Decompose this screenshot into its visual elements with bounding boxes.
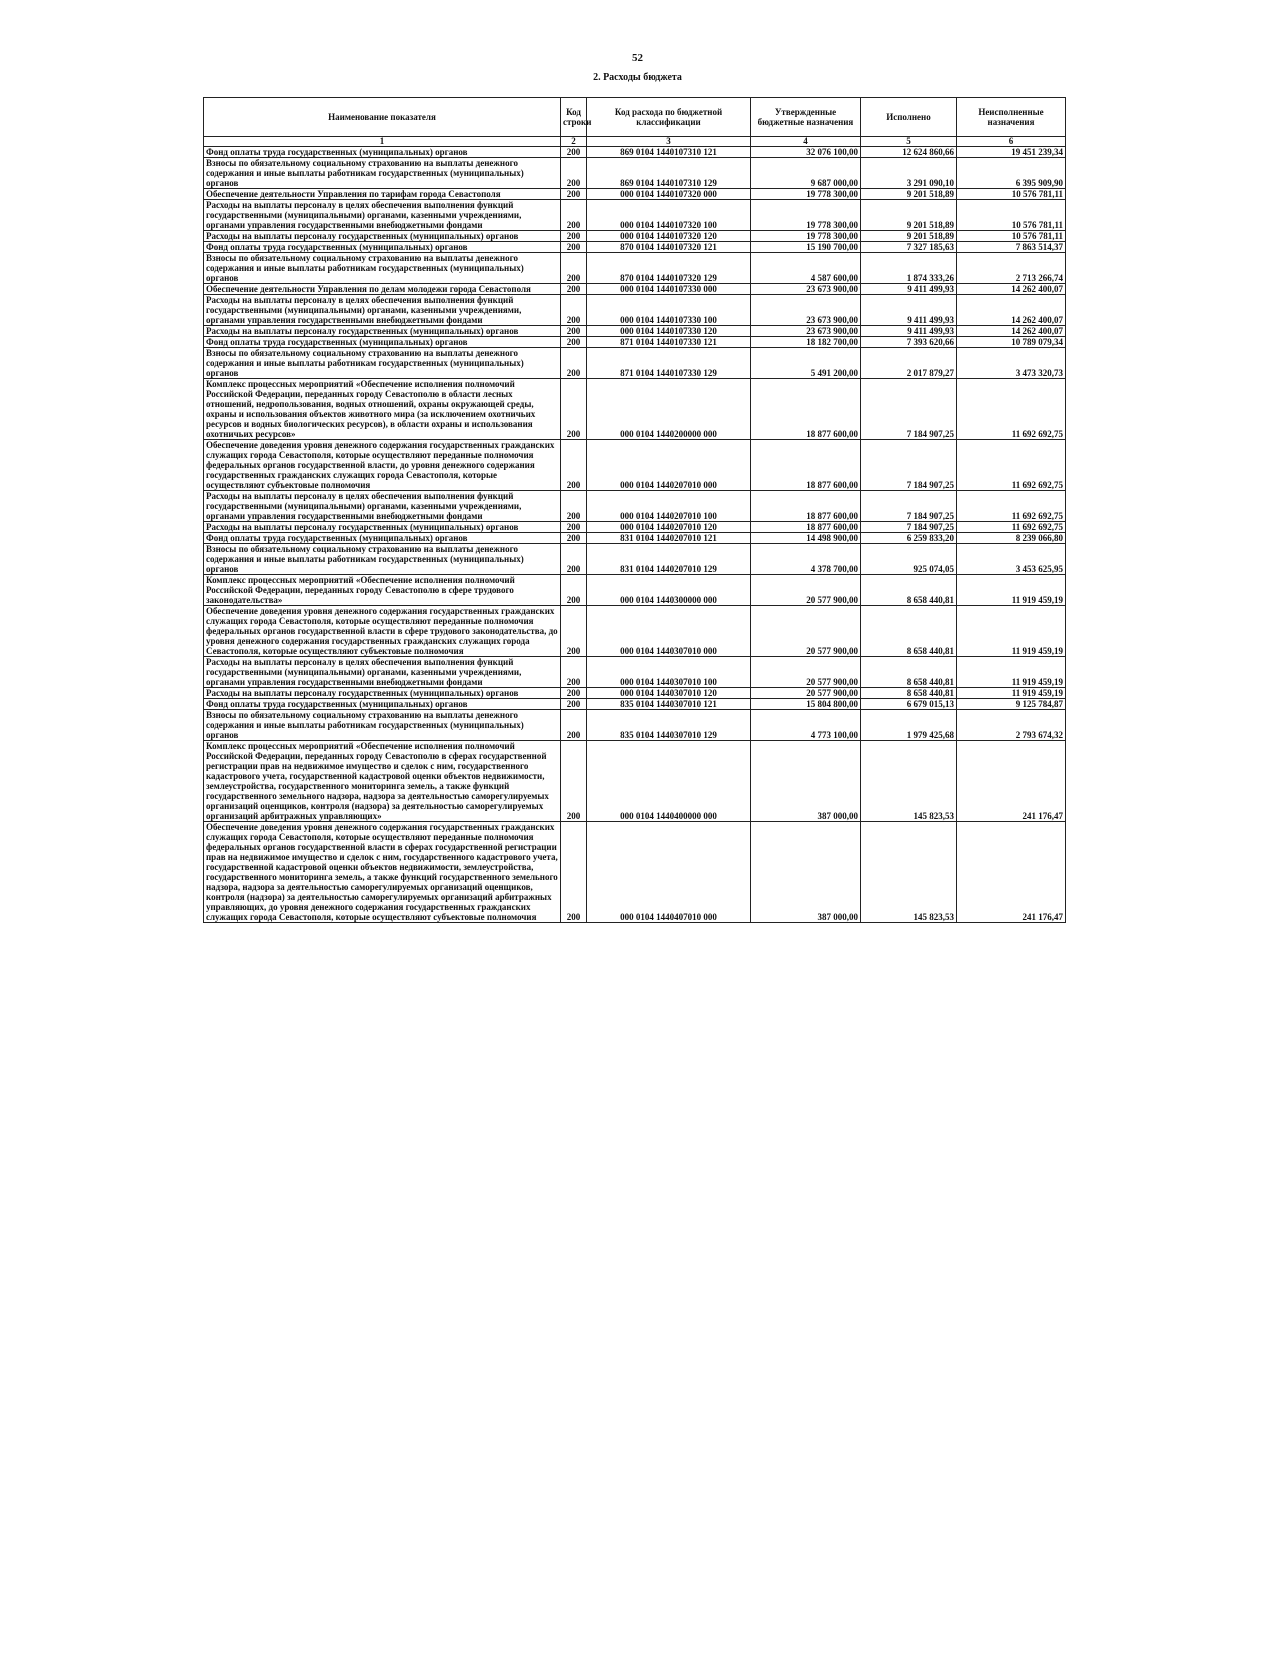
row-line-code: 200: [561, 544, 587, 575]
row-name: Расходы на выплаты персоналу в целях обеспечения выполнения функций государственными (муниципальными) органами, казенными учреждениями, органами управления государственными внебюджетными фондами: [204, 295, 561, 326]
row-executed: 6 679 015,13: [861, 699, 957, 710]
column-number: 2: [561, 137, 587, 147]
row-executed: 9 201 518,89: [861, 200, 957, 231]
row-line-code: 200: [561, 337, 587, 348]
row-expense-code: 000 0104 1440207010 120: [587, 522, 751, 533]
row-name: Расходы на выплаты персоналу государственных (муниципальных) органов: [204, 522, 561, 533]
row-expense-code: 871 0104 1440107330 121: [587, 337, 751, 348]
row-approved: 15 804 800,00: [751, 699, 861, 710]
row-approved: 18 877 600,00: [751, 440, 861, 491]
row-unexecuted: 11 919 459,19: [957, 575, 1066, 606]
row-expense-code: 000 0104 1440207010 100: [587, 491, 751, 522]
row-expense-code: 831 0104 1440207010 129: [587, 544, 751, 575]
column-number: 6: [957, 137, 1066, 147]
table-row: [204, 326, 1066, 337]
row-line-code: 200: [561, 575, 587, 606]
row-line-code: 200: [561, 295, 587, 326]
table-row: [204, 544, 1066, 575]
row-line-code: 200: [561, 348, 587, 379]
row-line-code: 200: [561, 699, 587, 710]
row-executed: 145 823,53: [861, 822, 957, 923]
row-expense-code: 000 0104 1440200000 000: [587, 379, 751, 440]
row-unexecuted: 6 395 909,90: [957, 158, 1066, 189]
row-approved: 4 378 700,00: [751, 544, 861, 575]
row-executed: 7 184 907,25: [861, 440, 957, 491]
row-expense-code: 871 0104 1440107330 129: [587, 348, 751, 379]
row-executed: 925 074,05: [861, 544, 957, 575]
row-executed: 7 393 620,66: [861, 337, 957, 348]
row-approved: 15 190 700,00: [751, 242, 861, 253]
table-row: [204, 822, 1066, 923]
row-expense-code: 831 0104 1440207010 121: [587, 533, 751, 544]
row-unexecuted: 10 576 781,11: [957, 200, 1066, 231]
row-name: Взносы по обязательному социальному страхованию на выплаты денежного содержания и иные выплаты работникам государственных (муниципальных) органов: [204, 544, 561, 575]
row-name: Комплекс процессных мероприятий «Обеспечение исполнения полномочий Российской Федерации, переданных городу Севастополю в сфере трудового законодательства»: [204, 575, 561, 606]
row-name: Обеспечение доведения уровня денежного содержания государственных гражданских служащих города Севастополя, которые осуществляют переданные полномочия федеральных органов государственной власти в сфере трудового законодательства, до уровня денежного содержания государственных гражданских служащих города Севастополя, которые осуществляют субъектовые полномочия: [204, 606, 561, 657]
header-expense-code: Код расхода по бюджетной классификации: [587, 98, 751, 137]
row-name: Комплекс процессных мероприятий «Обеспечение исполнения полномочий Российской Федерации, переданных городу Севастополю в сферах государственной регистрации прав на недвижимое имущество и сделок с ним, государственного кадастрового учета, государственной кадастровой оценки объектов недвижимости, землеустройства, государственного мониторинга земель, а также функций государственного земельного надзора, надзора за деятельностью саморегулируемых организаций оценщиков, контроля (надзора) за деятельностью саморегулируемых организаций арбитражных управляющих»: [204, 741, 561, 822]
table-row: [204, 575, 1066, 606]
row-executed: 12 624 860,66: [861, 147, 957, 158]
section-title: 2. Расходы бюджета: [593, 72, 682, 83]
table-row: [204, 688, 1066, 699]
table-row: [204, 147, 1066, 158]
row-executed: 1 874 333,26: [861, 253, 957, 284]
row-expense-code: 000 0104 1440307010 120: [587, 688, 751, 699]
row-approved: 18 877 600,00: [751, 522, 861, 533]
row-line-code: 200: [561, 710, 587, 741]
row-name: Расходы на выплаты персоналу государственных (муниципальных) органов: [204, 231, 561, 242]
expenses-table: [203, 97, 1066, 923]
table-row: [204, 337, 1066, 348]
row-name: Расходы на выплаты персоналу государственных (муниципальных) органов: [204, 326, 561, 337]
table-body: [204, 147, 1066, 923]
row-expense-code: 835 0104 1440307010 129: [587, 710, 751, 741]
row-name: Фонд оплаты труда государственных (муниципальных) органов: [204, 699, 561, 710]
row-unexecuted: 8 239 066,80: [957, 533, 1066, 544]
table-row: [204, 158, 1066, 189]
row-approved: 387 000,00: [751, 741, 861, 822]
header-executed: Исполнено: [861, 98, 957, 137]
row-unexecuted: 14 262 400,07: [957, 295, 1066, 326]
header-approved: Утвержденные бюджетные назначения: [751, 98, 861, 137]
row-line-code: 200: [561, 158, 587, 189]
row-approved: 5 491 200,00: [751, 348, 861, 379]
row-line-code: 200: [561, 379, 587, 440]
column-number: 4: [751, 137, 861, 147]
row-approved: 4 587 600,00: [751, 253, 861, 284]
row-executed: 145 823,53: [861, 741, 957, 822]
row-executed: 7 184 907,25: [861, 522, 957, 533]
row-executed: 3 291 090,10: [861, 158, 957, 189]
table-header-row: [204, 98, 1066, 137]
row-unexecuted: 11 692 692,75: [957, 440, 1066, 491]
row-approved: 32 076 100,00: [751, 147, 861, 158]
row-executed: 7 184 907,25: [861, 379, 957, 440]
row-executed: 9 411 499,93: [861, 284, 957, 295]
table-row: [204, 741, 1066, 822]
row-expense-code: 000 0104 1440407010 000: [587, 822, 751, 923]
row-approved: 18 877 600,00: [751, 379, 861, 440]
row-executed: 2 017 879,27: [861, 348, 957, 379]
row-expense-code: 835 0104 1440307010 121: [587, 699, 751, 710]
header-unexecuted: Неисполненные назначения: [957, 98, 1066, 137]
row-executed: 8 658 440,81: [861, 606, 957, 657]
row-approved: 23 673 900,00: [751, 326, 861, 337]
row-expense-code: 000 0104 1440107330 120: [587, 326, 751, 337]
table-row: [204, 200, 1066, 231]
row-expense-code: 000 0104 1440107330 000: [587, 284, 751, 295]
row-line-code: 200: [561, 822, 587, 923]
row-unexecuted: 19 451 239,34: [957, 147, 1066, 158]
row-unexecuted: 241 176,47: [957, 741, 1066, 822]
row-expense-code: 869 0104 1440107310 121: [587, 147, 751, 158]
row-approved: 19 778 300,00: [751, 189, 861, 200]
row-line-code: 200: [561, 741, 587, 822]
table-row: [204, 440, 1066, 491]
table-row: [204, 657, 1066, 688]
row-approved: 23 673 900,00: [751, 295, 861, 326]
row-executed: 7 327 185,63: [861, 242, 957, 253]
row-unexecuted: 241 176,47: [957, 822, 1066, 923]
row-name: Обеспечение деятельности Управления по делам молодежи города Севастополя: [204, 284, 561, 295]
column-number: 1: [204, 137, 561, 147]
row-expense-code: 000 0104 1440300000 000: [587, 575, 751, 606]
table-row: [204, 284, 1066, 295]
row-approved: 387 000,00: [751, 822, 861, 923]
row-name: Расходы на выплаты персоналу в целях обеспечения выполнения функций государственными (муниципальными) органами, казенными учреждениями, органами управления государственными внебюджетными фондами: [204, 491, 561, 522]
row-line-code: 200: [561, 533, 587, 544]
row-approved: 20 577 900,00: [751, 606, 861, 657]
table-row: [204, 295, 1066, 326]
table-row: [204, 253, 1066, 284]
table-row: [204, 242, 1066, 253]
row-line-code: 200: [561, 231, 587, 242]
table-row: [204, 491, 1066, 522]
row-line-code: 200: [561, 147, 587, 158]
row-executed: 8 658 440,81: [861, 575, 957, 606]
row-name: Расходы на выплаты персоналу в целях обеспечения выполнения функций государственными (муниципальными) органами, казенными учреждениями, органами управления государственными внебюджетными фондами: [204, 200, 561, 231]
row-line-code: 200: [561, 440, 587, 491]
table-row: [204, 533, 1066, 544]
column-number: 3: [587, 137, 751, 147]
row-executed: 9 201 518,89: [861, 231, 957, 242]
header-indicator-name: Наименование показателя: [204, 98, 561, 137]
row-expense-code: 000 0104 1440400000 000: [587, 741, 751, 822]
row-unexecuted: 11 692 692,75: [957, 379, 1066, 440]
row-expense-code: 870 0104 1440107320 129: [587, 253, 751, 284]
row-expense-code: 000 0104 1440107320 000: [587, 189, 751, 200]
row-expense-code: 870 0104 1440107320 121: [587, 242, 751, 253]
row-approved: 14 498 900,00: [751, 533, 861, 544]
row-approved: 18 877 600,00: [751, 491, 861, 522]
row-name: Обеспечение доведения уровня денежного содержания государственных гражданских служащих города Севастополя, которые осуществляют переданные полномочия федеральных органов государственной власти в сферах государственной регистрации прав на недвижимое имущество и сделок с ним, государственного кадастрового учета, государственной кадастровой оценки объектов недвижимости, землеустройства, государственного мониторинга земель, а также функций государственного земельного надзора, надзора за деятельностью саморегулируемых организаций оценщиков, контроля (надзора) за деятельностью саморегулируемых организаций арбитражных управляющих, до уровня денежного содержания государственных гражданских служащих города Севастополя, которые осуществляют субъектовые полномочия: [204, 822, 561, 923]
row-approved: 4 773 100,00: [751, 710, 861, 741]
row-line-code: 200: [561, 284, 587, 295]
row-name: Взносы по обязательному социальному страхованию на выплаты денежного содержания и иные выплаты работникам государственных (муниципальных) органов: [204, 710, 561, 741]
row-approved: 9 687 000,00: [751, 158, 861, 189]
row-name: Фонд оплаты труда государственных (муниципальных) органов: [204, 533, 561, 544]
row-name: Обеспечение доведения уровня денежного содержания государственных гражданских служащих города Севастополя, которые осуществляют переданные полномочия федеральных органов государственной власти, до уровня денежного содержания государственных гражданских служащих города Севастополя, которые осуществляют субъектовые полномочия: [204, 440, 561, 491]
row-executed: 9 411 499,93: [861, 326, 957, 337]
row-name: Фонд оплаты труда государственных (муниципальных) органов: [204, 337, 561, 348]
row-unexecuted: 3 453 625,95: [957, 544, 1066, 575]
row-line-code: 200: [561, 688, 587, 699]
row-executed: 1 979 425,68: [861, 710, 957, 741]
header-line-code: Код строки: [561, 98, 587, 137]
row-line-code: 200: [561, 522, 587, 533]
row-expense-code: 000 0104 1440207010 000: [587, 440, 751, 491]
row-name: Взносы по обязательному социальному страхованию на выплаты денежного содержания и иные выплаты работникам государственных (муниципальных) органов: [204, 348, 561, 379]
row-unexecuted: 11 919 459,19: [957, 657, 1066, 688]
row-executed: 9 201 518,89: [861, 189, 957, 200]
row-unexecuted: 11 692 692,75: [957, 491, 1066, 522]
row-unexecuted: 11 919 459,19: [957, 606, 1066, 657]
row-unexecuted: 10 576 781,11: [957, 231, 1066, 242]
row-approved: 19 778 300,00: [751, 231, 861, 242]
row-unexecuted: 11 919 459,19: [957, 688, 1066, 699]
row-expense-code: 000 0104 1440107320 100: [587, 200, 751, 231]
table-row: [204, 606, 1066, 657]
row-approved: 20 577 900,00: [751, 688, 861, 699]
row-unexecuted: 14 262 400,07: [957, 326, 1066, 337]
row-approved: 23 673 900,00: [751, 284, 861, 295]
page-number: 52: [632, 52, 643, 64]
row-unexecuted: 3 473 320,73: [957, 348, 1066, 379]
row-expense-code: 000 0104 1440107330 100: [587, 295, 751, 326]
table-row: [204, 189, 1066, 200]
row-expense-code: 000 0104 1440107320 120: [587, 231, 751, 242]
row-approved: 20 577 900,00: [751, 657, 861, 688]
column-number-row: [204, 137, 1066, 147]
row-unexecuted: 11 692 692,75: [957, 522, 1066, 533]
row-executed: 8 658 440,81: [861, 688, 957, 699]
row-name: Обеспечение деятельности Управления по тарифам города Севастополя: [204, 189, 561, 200]
row-unexecuted: 7 863 514,37: [957, 242, 1066, 253]
table-row: [204, 231, 1066, 242]
row-approved: 20 577 900,00: [751, 575, 861, 606]
row-name: Расходы на выплаты персоналу государственных (муниципальных) органов: [204, 688, 561, 699]
row-unexecuted: 2 793 674,32: [957, 710, 1066, 741]
row-unexecuted: 9 125 784,87: [957, 699, 1066, 710]
row-name: Взносы по обязательному социальному страхованию на выплаты денежного содержания и иные выплаты работникам государственных (муниципальных) органов: [204, 158, 561, 189]
row-approved: 18 182 700,00: [751, 337, 861, 348]
row-expense-code: 000 0104 1440307010 000: [587, 606, 751, 657]
table-row: [204, 348, 1066, 379]
row-unexecuted: 10 576 781,11: [957, 189, 1066, 200]
row-executed: 7 184 907,25: [861, 491, 957, 522]
row-executed: 6 259 833,20: [861, 533, 957, 544]
table-row: [204, 522, 1066, 533]
table-row: [204, 379, 1066, 440]
row-executed: 8 658 440,81: [861, 657, 957, 688]
row-line-code: 200: [561, 189, 587, 200]
row-expense-code: 869 0104 1440107310 129: [587, 158, 751, 189]
row-approved: 19 778 300,00: [751, 200, 861, 231]
row-expense-code: 000 0104 1440307010 100: [587, 657, 751, 688]
row-name: Фонд оплаты труда государственных (муниципальных) органов: [204, 147, 561, 158]
row-unexecuted: 10 789 079,34: [957, 337, 1066, 348]
row-line-code: 200: [561, 200, 587, 231]
row-name: Расходы на выплаты персоналу в целях обеспечения выполнения функций государственными (муниципальными) органами, казенными учреждениями, органами управления государственными внебюджетными фондами: [204, 657, 561, 688]
row-name: Комплекс процессных мероприятий «Обеспечение исполнения полномочий Российской Федерации, переданных городу Севастополю в области лесных отношений, недропользования, водных отношений, охраны окружающей среды, охраны и использования объектов животного мира (за исключением охотничьих ресурсов и водных биологических ресурсов), в области охраны и использования охотничьих ресурсов»: [204, 379, 561, 440]
row-line-code: 200: [561, 253, 587, 284]
table-row: [204, 699, 1066, 710]
row-line-code: 200: [561, 326, 587, 337]
row-executed: 9 411 499,93: [861, 295, 957, 326]
row-unexecuted: 14 262 400,07: [957, 284, 1066, 295]
row-line-code: 200: [561, 491, 587, 522]
row-line-code: 200: [561, 242, 587, 253]
row-line-code: 200: [561, 606, 587, 657]
column-number: 5: [861, 137, 957, 147]
row-line-code: 200: [561, 657, 587, 688]
row-name: Взносы по обязательному социальному страхованию на выплаты денежного содержания и иные выплаты работникам государственных (муниципальных) органов: [204, 253, 561, 284]
row-name: Фонд оплаты труда государственных (муниципальных) органов: [204, 242, 561, 253]
row-unexecuted: 2 713 266,74: [957, 253, 1066, 284]
table-row: [204, 710, 1066, 741]
